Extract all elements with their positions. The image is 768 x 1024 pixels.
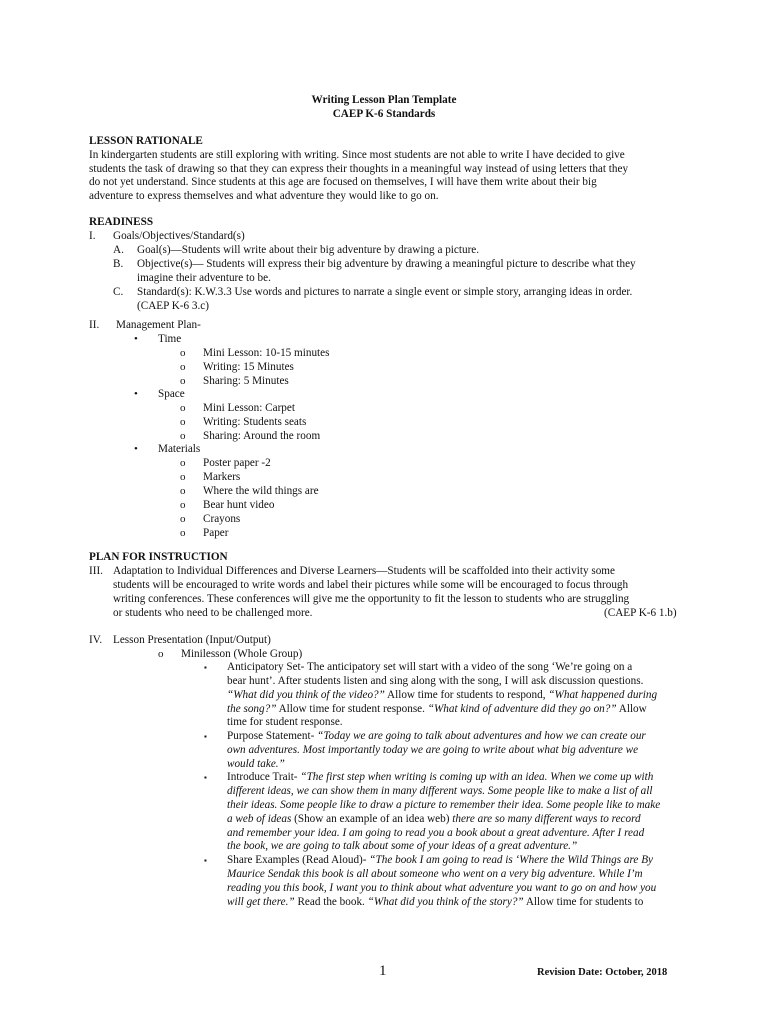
text: Allow time for students to respond, (384, 689, 549, 701)
quote: “Today we are going to talk about adventures and how we can create our (317, 730, 646, 742)
list-item: Bear hunt video (203, 499, 275, 511)
share-text (227, 896, 643, 910)
anticipatory-text (227, 703, 647, 717)
standard-text: Standard(s): K.W.3.3 Use words and pictures to narrate a single event or simple story, arranging ideas in order. (137, 286, 633, 298)
bullet-icon: • (134, 333, 138, 345)
share-text (227, 854, 653, 868)
quote: “The first step when writing is coming up with an idea. When we come up with (300, 771, 654, 783)
standard-text: (CAEP K-6 3.c) (137, 300, 209, 312)
circle-bullet-icon: o (180, 513, 186, 525)
text: Allow (616, 703, 647, 715)
rationale-line: do not yet understand. Since students at this age are focused on themselves, I will have them write about their big (89, 176, 597, 189)
section-number: II. (89, 319, 100, 331)
label: Purpose Statement- (227, 730, 318, 742)
section-label: Goals/Objectives/Standard(s) (113, 230, 245, 242)
circle-bullet-icon: o (158, 648, 164, 660)
share-text (227, 868, 643, 882)
adaptation-text: writing conferences. These conferences will give me the opportunity to fit the lesson to students who are struggling (113, 593, 630, 605)
quote: “What did you think of the story?” (367, 896, 524, 908)
list-item: Markers (203, 471, 241, 483)
quote: a web of ideas (227, 813, 295, 825)
text: Allow time for students to (523, 896, 644, 908)
quote: reading you this book, I want you to think about what adventure you want to go on and how you (227, 882, 657, 894)
quote: the song?” (227, 703, 277, 715)
list-item: Writing: 15 Minutes (203, 361, 294, 373)
quote: will get there.” (227, 896, 295, 908)
group-label: Space (158, 388, 185, 400)
trait-text (227, 840, 577, 854)
circle-bullet-icon: o (180, 375, 186, 387)
circle-bullet-icon: o (180, 471, 186, 483)
quote: their ideas. Some people like to draw a picture to remember their idea. Some people like to make (227, 799, 661, 811)
quote: “The book I am going to read is ‘Where the Wild Things are By (369, 854, 653, 866)
anticipatory-text: time for student response. (227, 716, 343, 728)
section-label: Lesson Presentation (Input/Output) (113, 634, 271, 646)
trait-text (227, 785, 652, 799)
quote: “What did you think of the video?” (227, 689, 385, 701)
circle-bullet-icon: o (180, 402, 186, 414)
list-item: Sharing: Around the room (203, 430, 321, 442)
circle-bullet-icon: o (180, 347, 186, 359)
section-number: III. (89, 565, 103, 577)
circle-bullet-icon: o (180, 416, 186, 428)
goal-text: Goal(s)—Students will write about their big adventure by drawing a picture. (137, 244, 480, 256)
anticipatory-text: bear hunt’. After students listen and sing along with the song, I will ask discussion questions. (227, 675, 644, 687)
document-title: Writing Lesson Plan Template (311, 94, 457, 106)
square-bullet-icon: ▪ (204, 732, 207, 741)
text: (Show an example of an idea web) (294, 813, 450, 825)
rationale-paragraph (89, 149, 679, 204)
section-label: Management Plan- (116, 319, 201, 331)
section-number: IV. (89, 634, 103, 646)
group-label: Time (158, 333, 182, 345)
anticipatory-text (227, 689, 657, 703)
square-bullet-icon: ▪ (204, 773, 207, 782)
quote: the book, we are going to talk about some of your ideas of a great adventure.” (227, 840, 578, 852)
objective-text: imagine their adventure to be. (137, 272, 271, 284)
anticipatory-text: Anticipatory Set- The anticipatory set will start with a video of the song ‘We’re going on a (227, 661, 633, 673)
list-item: Poster paper -2 (203, 457, 271, 469)
standard-tag: (CAEP K-6 1.b) (604, 607, 677, 619)
purpose-text (227, 730, 646, 744)
label: Introduce Trait- (227, 771, 301, 783)
circle-bullet-icon: o (180, 430, 186, 442)
readiness-heading: READINESS (89, 216, 154, 228)
trait-text (227, 827, 644, 841)
list-item: Sharing: 5 Minutes (203, 375, 289, 387)
instruction-heading: PLAN FOR INSTRUCTION (89, 551, 228, 563)
revision-date: Revision Date: October, 2018 (537, 967, 668, 978)
list-item: Paper (203, 527, 229, 539)
quote: and remember your idea. I am going to read you a book about a great adventure. After I read (227, 827, 645, 839)
square-bullet-icon: ▪ (204, 856, 207, 865)
text: Allow time for student response. (276, 703, 428, 715)
trait-text (227, 799, 660, 813)
square-bullet-icon: ▪ (204, 663, 207, 672)
quote: there are so many different ways to record (449, 813, 641, 825)
list-item: Mini Lesson: 10-15 minutes (203, 347, 330, 359)
share-text (227, 882, 656, 896)
sub-label: Minilesson (Whole Group) (181, 648, 303, 660)
list-item: Crayons (203, 513, 241, 525)
purpose-text (227, 744, 638, 758)
circle-bullet-icon: o (180, 361, 186, 373)
rationale-line: In kindergarten students are still exploring with writing. Since most students are not able to write I have decided to give (89, 149, 625, 161)
rationale-line: adventure to express themselves and what adventure they would like to go on. (89, 190, 439, 203)
group-label: Materials (158, 443, 201, 455)
list-item: Writing: Students seats (203, 416, 307, 428)
quote: Maurice Sendak this book is all about someone who went on a very big adventure. While I’m (227, 868, 643, 880)
rationale-line: students the task of drawing so that they can express their thoughts in a meaningful way instead of using letters that they (89, 162, 629, 175)
rationale-heading: LESSON RATIONALE (89, 135, 203, 147)
list-item: Where the wild things are (203, 485, 319, 497)
quote: “What kind of adventure did they go on?” (427, 703, 617, 715)
quote: would take.” (227, 758, 285, 770)
adaptation-text: or students who need to be challenged more. (113, 607, 313, 619)
bullet-icon: • (134, 443, 138, 455)
list-item: Mini Lesson: Carpet (203, 402, 295, 414)
purpose-text (227, 758, 285, 772)
item-letter: C. (113, 286, 124, 298)
bullet-icon: • (134, 388, 138, 400)
quote: different ideas, we can show them in many different ways. Some people like to make a list of all (227, 785, 653, 797)
circle-bullet-icon: o (180, 527, 186, 539)
adaptation-text: students will be encouraged to write words and label their pictures while some will be encouraged to focus through (113, 579, 629, 591)
document-subtitle: CAEP K-6 Standards (332, 108, 436, 120)
adaptation-text: Adaptation to Individual Differences and Diverse Learners—Students will be scaffolded into their activity some (113, 565, 615, 577)
label: Share Examples (Read Aloud)- (227, 854, 370, 866)
section-number: I. (89, 230, 96, 242)
page-number: 1 (379, 963, 387, 979)
objective-text: Objective(s)— Students will express their big adventure by drawing a meaningful picture to describe what they (137, 258, 636, 270)
quote: own adventures. Most importantly today we are going to write about what big adventure we (227, 744, 639, 756)
quote: “What happened during (548, 689, 658, 701)
circle-bullet-icon: o (180, 485, 186, 497)
circle-bullet-icon: o (180, 457, 186, 469)
circle-bullet-icon: o (180, 499, 186, 511)
item-letter: B. (113, 258, 124, 270)
trait-text (227, 771, 653, 785)
text: Read the book. (294, 896, 368, 908)
trait-text (227, 813, 641, 827)
item-letter: A. (113, 244, 124, 256)
